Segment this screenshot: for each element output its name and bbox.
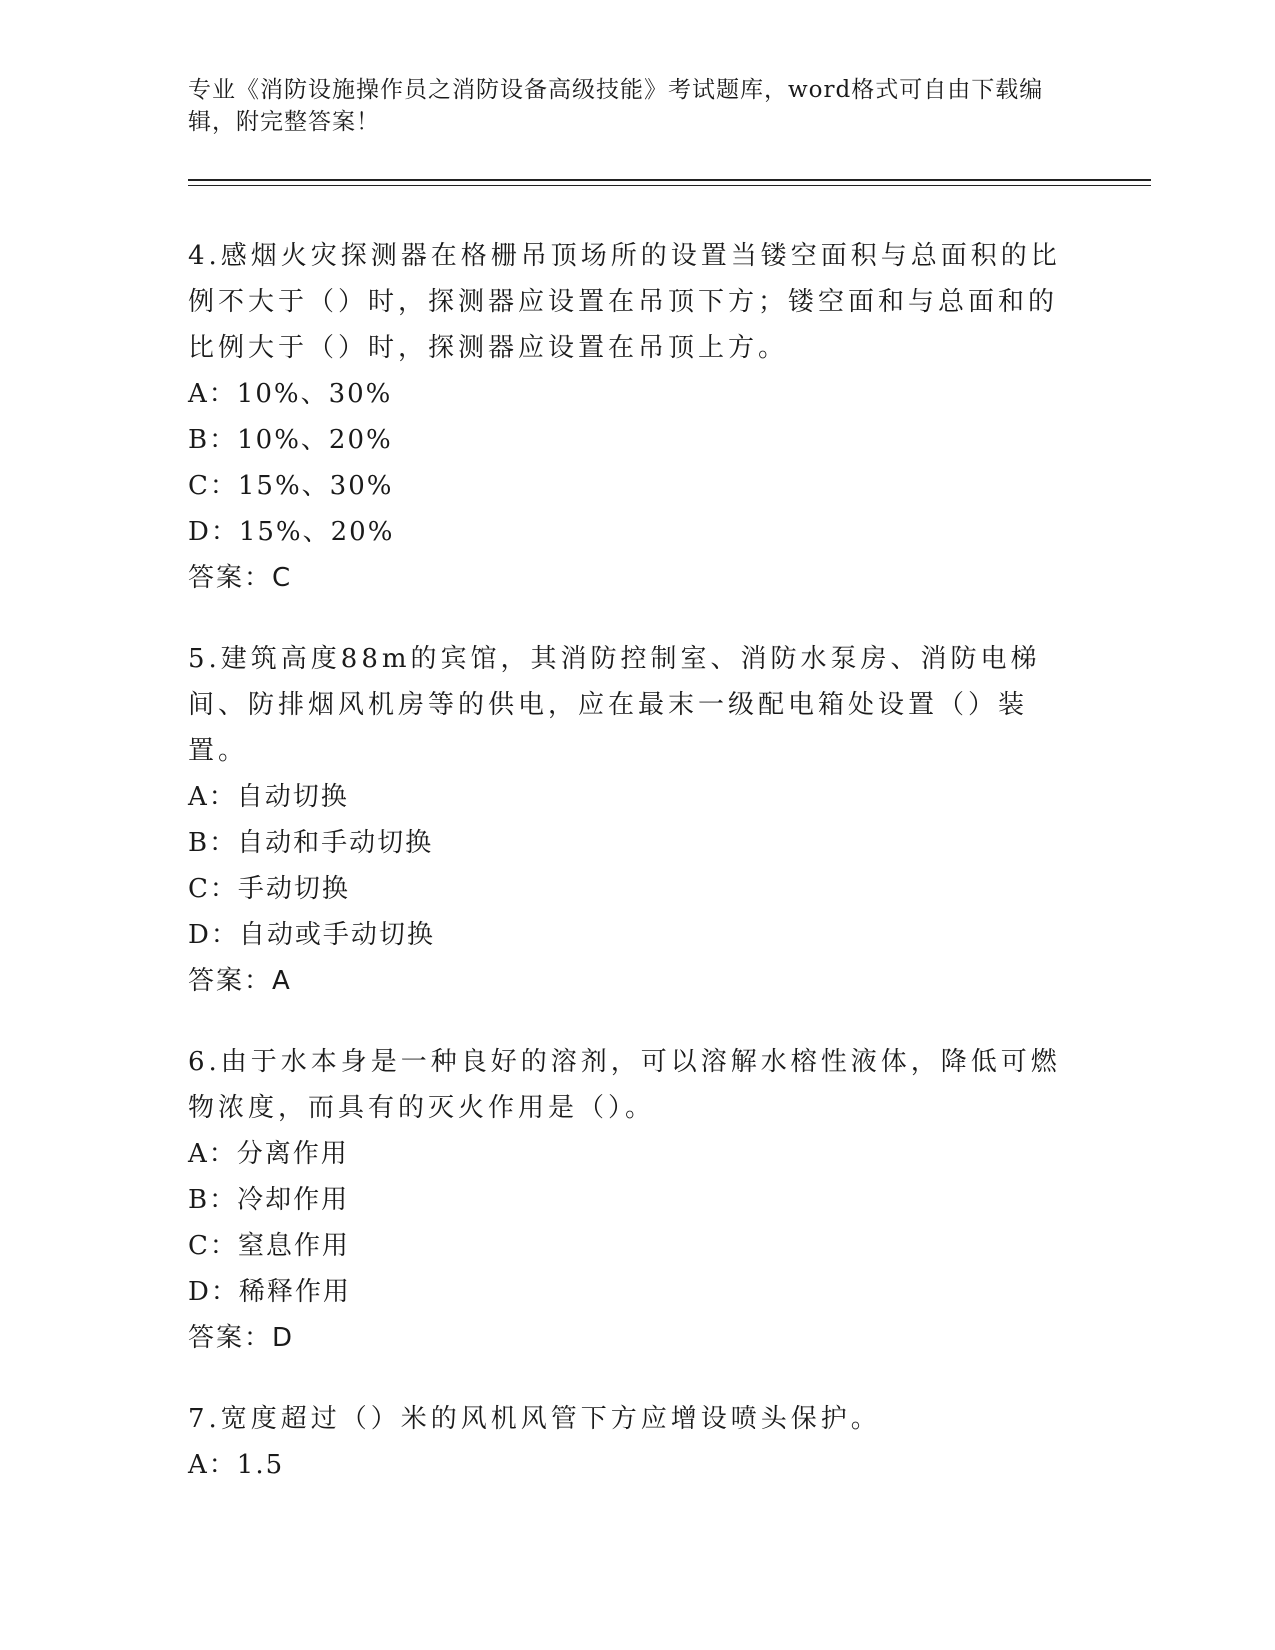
question-4: [188, 233, 1068, 601]
answer: 答案：D: [188, 1323, 295, 1353]
question-text: 7.宽度超过（）米的风机风管下方应增设喷头保护。: [188, 1404, 881, 1434]
question-text: 6.由于水本身是一种良好的溶剂，可以溶解水榕性液体，降低可燃物浓度，而具有的灭火作用是（）。: [188, 1047, 1061, 1123]
question-text: 5.建筑高度88m的宾馆，其消防控制室、消防水泵房、消防电梯间、防排烟风机房等的供电，应在最末一级配电箱处设置（）装置。: [188, 644, 1041, 766]
header-divider-thin: [188, 185, 1151, 186]
option-c: C：15%、30%: [188, 471, 394, 501]
question-6: [188, 1039, 1068, 1361]
option-d: D：15%、20%: [188, 517, 395, 547]
answer: 答案：A: [188, 966, 292, 996]
answer: 答案：C: [188, 563, 293, 593]
option-b: B：10%、20%: [188, 425, 393, 455]
document-header: 专业《消防设施操作员之消防设备高级技能》考试题库，word格式可自由下载编辑，附完整答案！: [188, 77, 1044, 135]
option-b: B：自动和手动切换: [188, 828, 434, 858]
option-d: D：稀释作用: [188, 1277, 351, 1307]
question-list: [188, 233, 1068, 1523]
option-a: A：1.5: [188, 1450, 285, 1480]
question-7: [188, 1396, 1068, 1488]
option-a: A：自动切换: [188, 782, 349, 812]
option-c: C：手动切换: [188, 874, 350, 904]
question-5: [188, 636, 1068, 1004]
question-text: 4.感烟火灾探测器在格栅吊顶场所的设置当镂空面积与总面积的比例不大于（）时，探测器应设置在吊顶下方；镂空面和与总面和的比例大于（）时，探测器应设置在吊顶上方。: [188, 241, 1061, 363]
option-b: B：冷却作用: [188, 1185, 350, 1215]
option-d: D：自动或手动切换: [188, 920, 435, 950]
header-divider-thick: [188, 179, 1151, 181]
option-a: A：10%、30%: [188, 379, 393, 409]
option-a: A：分离作用: [188, 1139, 349, 1169]
option-c: C：窒息作用: [188, 1231, 350, 1261]
